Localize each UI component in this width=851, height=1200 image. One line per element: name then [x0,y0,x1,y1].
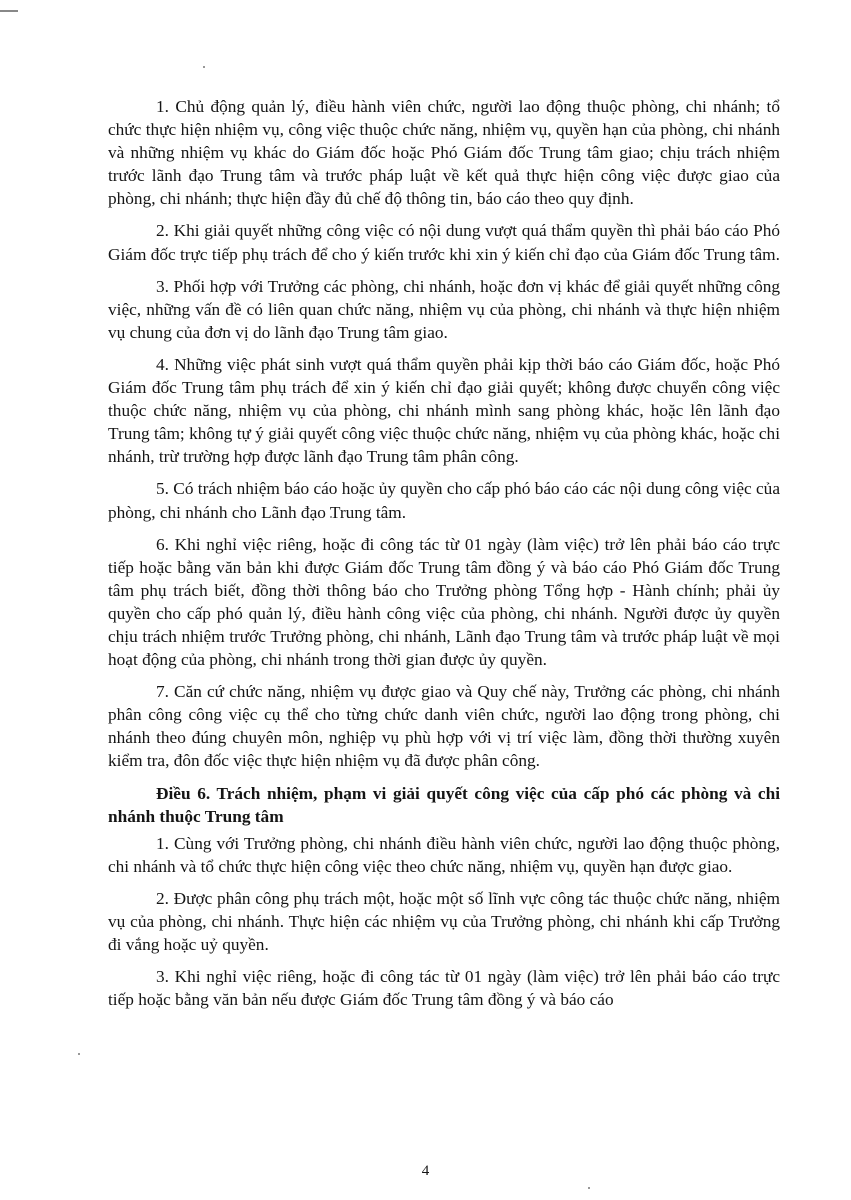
paragraph-3: 3. Phối hợp với Trưởng các phòng, chi nhánh, hoặc đơn vị khác để giải quyết những công việc, những vấn đề có liên quan chức năng, nhiệm vụ của phòng, chi nhánh và thực hiện nhiệm vụ chung của đơn vị do lãnh đạo Trung tâm giao. [108,276,780,342]
paragraph-4: 4. Những việc phát sinh vượt quá thẩm quyền phải kịp thời báo cáo Giám đốc, hoặc Phó Giám đốc Trung tâm phụ trách để xin ý kiến chỉ đạo giải quyết; không được chuyển công việc thuộc chức năng, nhiệm vụ của phòng, chi nhánh mình sang phòng khác, hoặc lên lãnh đạo Trung tâm; không tự ý giải quyết công việc thuộc chức năng, nhiệm vụ của phòng khác, hoặc chi nhánh, trừ trường hợp được lãnh đạo Trung tâm phân công. [108,354,780,467]
paragraph-2: 2. Khi giải quyết những công việc có nội dung vượt quá thẩm quyền thì phải báo cáo Phó Giám đốc trực tiếp phụ trách để cho ý kiến trước khi xin ý kiến chỉ đạo của Giám đốc Trung tâm. [108,221,780,264]
article-6-paragraph-1: 1. Cùng với Trưởng phòng, chi nhánh điều hành viên chức, người lao động thuộc phòng, chi nhánh và tổ chức thực hiện công việc theo chức năng, nhiệm vụ, quyền hạn được giao. [108,833,780,876]
paragraph-1: 1. Chủ động quản lý, điều hành viên chức, người lao động thuộc phòng, chi nhánh; tổ chức thực hiện nhiệm vụ, công việc thuộc chức năng, nhiệm vụ, quyền hạn của phòng, chi nhánh và những nhiệm vụ khác do Giám đốc hoặc Phó Giám đốc Trung tâm giao; chịu trách nhiệm trước lãnh đạo Trung tâm và trước pháp luật về kết quả thực hiện công việc được giao của phòng, chi nhánh; thực hiện đầy đủ chế độ thông tin, báo cáo theo quy định. [108,97,780,209]
scan-speck [588,1187,590,1189]
scan-edge-mark [0,10,18,12]
article-6-heading: Điều 6. Trách nhiệm, phạm vi giải quyết công việc của cấp phó các phòng và chi nhánh thuộc Trung tâm [108,783,780,826]
article-6-paragraph-2: 2. Được phân công phụ trách một, hoặc một số lĩnh vực công tác thuộc chức năng, nhiệm vụ của phòng, chi nhánh. Thực hiện các nhiệm vụ của Trưởng phòng, chi nhánh khi cấp Trưởng đi vắng hoặc uỷ quyền. [108,888,780,955]
page-number: 4 [421,1163,430,1179]
paragraph-6: 6. Khi nghỉ việc riêng, hoặc đi công tác từ 01 ngày (làm việc) trở lên phải báo cáo trực tiếp hoặc bằng văn bản khi được Giám đốc Trung tâm đồng ý và báo cáo Phó Giám đốc Trung tâm phụ trách biết, đồng thời thông báo cho Trưởng phòng Tổng hợp - Hành chính; phải ủy quyền cho cấp phó quản lý, điều hành công việc của phòng, chi nhánh. Người được ủy quyền chịu trách nhiệm trước Trưởng phòng, chi nhánh, Lãnh đạo Trung tâm và trước pháp luật về mọi hoạt động của phòng, chi nhánh trong thời gian được ủy quyền. [108,534,780,670]
paragraph-5: 5. Có trách nhiệm báo cáo hoặc ủy quyền cho cấp phó báo cáo các nội dung công việc của phòng, chi nhánh cho Lãnh đạo Trung tâm. [108,479,780,522]
paragraph-7: 7. Căn cứ chức năng, nhiệm vụ được giao và Quy chế này, Trưởng các phòng, chi nhánh phân công công việc cụ thể cho từng chức danh viên chức, người lao động trong phòng, chi nhánh theo đúng chuyên môn, nghiệp vụ phù hợp với vị trí việc làm, đồng thời thường xuyên kiểm tra, đôn đốc việc thực hiện nhiệm vụ đã được phân công. [108,682,780,771]
document-body [108,95,780,1020]
scan-speck [203,66,205,68]
scan-speck [78,1053,80,1055]
article-6-paragraph-3: 3. Khi nghỉ việc riêng, hoặc đi công tác từ 01 ngày (làm việc) trở lên phải báo cáo trực tiếp hoặc bằng văn bản nếu được Giám đốc Trung tâm đồng ý và báo cáo [108,967,780,1010]
